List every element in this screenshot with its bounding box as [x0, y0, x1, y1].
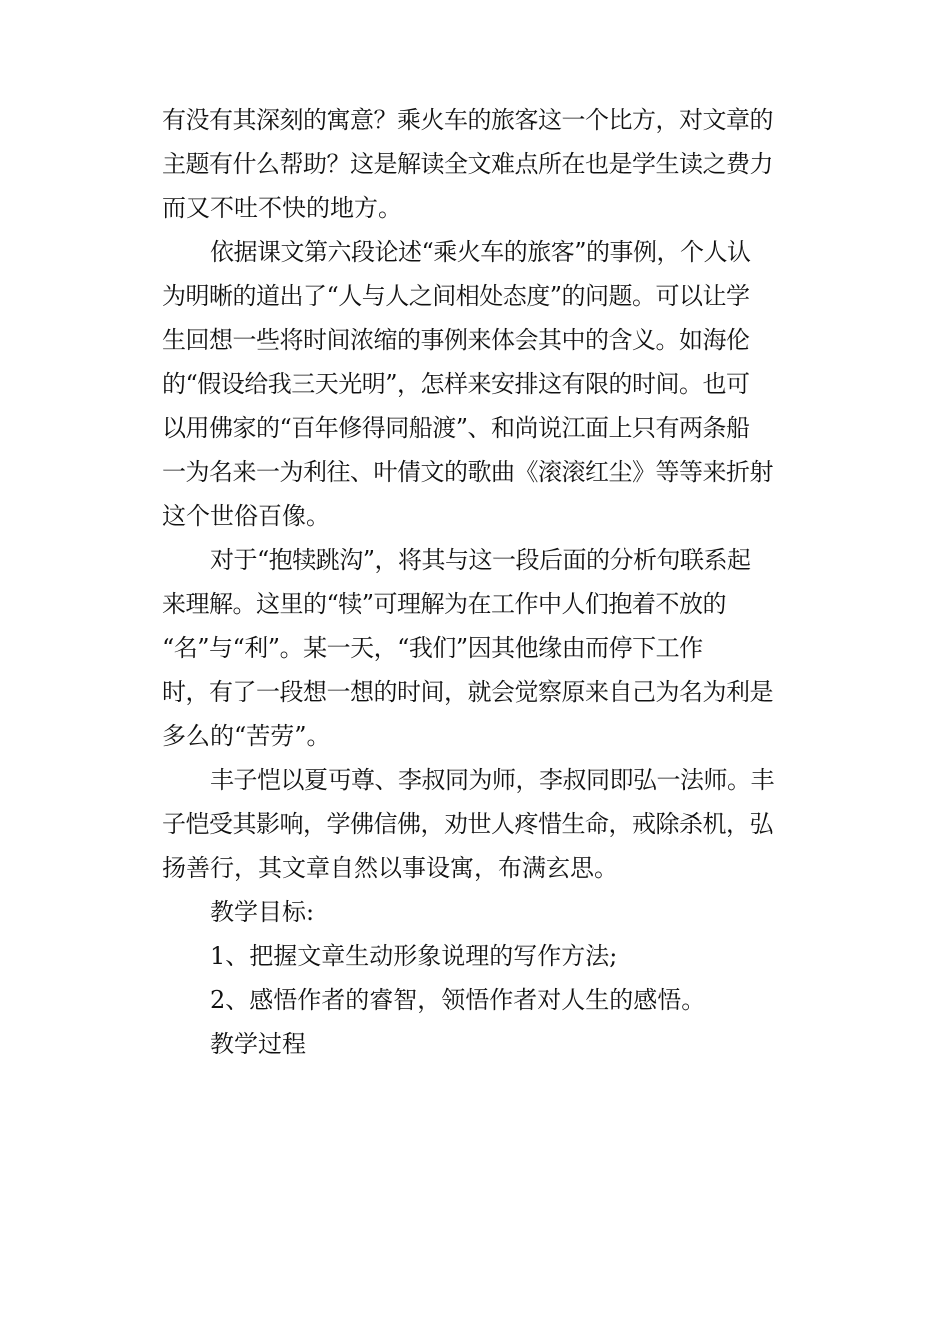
text-line: “名”与“利”。某一天，“我们”因其他缘由而停下工作	[162, 634, 703, 662]
objective-item: 2、感悟作者的睿智，领悟作者对人生的感悟。	[210, 986, 706, 1014]
text-line: 对于“抱犊跳沟”，将其与这一段后面的分析句联系起	[210, 546, 751, 574]
text-line: 的“假设给我三天光明”，怎样来安排这有限的时间。也可	[162, 370, 750, 398]
text-line: 以用佛家的“百年修得同船渡”、和尚说江面上只有两条船	[162, 414, 750, 442]
text-line: 多么的“苦劳”。	[162, 722, 331, 750]
text-line: 这个世俗百像。	[162, 502, 330, 530]
text-line: 生回想一些将时间浓缩的事例来体会其中的含义。如海伦	[162, 326, 750, 354]
paragraph-2	[162, 230, 786, 538]
document-body	[162, 98, 786, 1066]
text-line: 子恺受其影响，学佛信佛，劝世人疼惜生命，戒除杀机，弘	[162, 810, 773, 838]
text-line: 主题有什么帮助？这是解读全文难点所在也是学生读之费力	[162, 150, 773, 178]
text-line: 来理解。这里的“犊”可理解为在工作中人们抱着不放的	[162, 590, 727, 618]
text-line: 扬善行，其文章自然以事设寓，布满玄思。	[162, 854, 618, 882]
text-line: 有没有其深刻的寓意？乘火车的旅客这一个比方，对文章的	[162, 106, 773, 134]
objectives-heading: 教学目标:	[210, 898, 315, 926]
text-line: 依据课文第六段论述“乘火车的旅客”的事例，个人认	[210, 238, 751, 266]
paragraph-1	[162, 98, 786, 230]
text-line: 一为名来一为利往、叶倩文的歌曲《滚滚红尘》等等来折射	[162, 458, 773, 486]
objective-item: 1、把握文章生动形象说理的写作方法;	[210, 942, 618, 970]
text-line: 丰子恺以夏丏尊、李叔同为师，李叔同即弘一法师。丰	[210, 766, 774, 794]
paragraph-4	[162, 758, 786, 890]
paragraph-3	[162, 538, 786, 758]
objectives-section	[162, 890, 786, 1022]
text-line: 为明晰的道出了“人与人之间相处态度”的问题。可以让学	[162, 282, 750, 310]
process-section	[162, 1022, 786, 1066]
text-line: 而又不吐不快的地方。	[162, 194, 402, 222]
process-heading: 教学过程	[210, 1030, 306, 1058]
text-line: 时，有了一段想一想的时间，就会觉察原来自己为名为利是	[162, 678, 773, 706]
